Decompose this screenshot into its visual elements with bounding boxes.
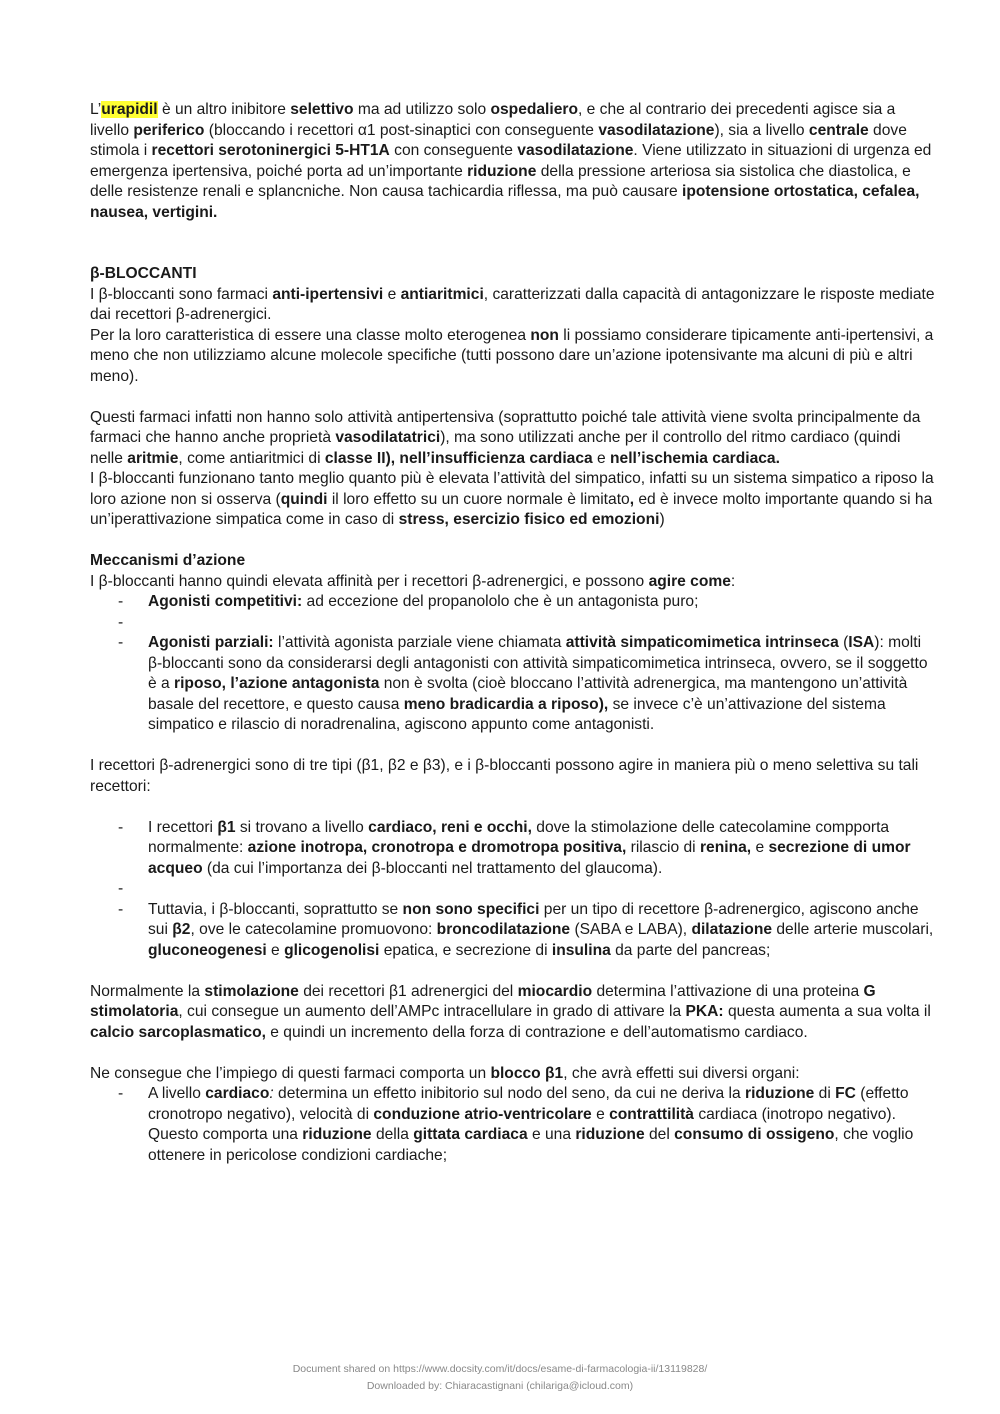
text-run: cardiaca (inotropo negativo). <box>693 1105 896 1123</box>
text-run: Per la loro caratteristica di essere una classe molto eterogenea <box>90 326 531 344</box>
bold-term: FC <box>835 1085 856 1102</box>
bold-term: gluconeogenesi <box>148 941 267 959</box>
bold-term: classe II), nell’insufficienza cardiaca <box>324 449 593 467</box>
text-run: , ove le catecolamine promuovono: <box>190 921 437 938</box>
cardiaco-text <box>148 1085 909 1123</box>
text-run: (effetto cronotropo negativo), velocità di <box>148 1085 909 1123</box>
bold-term: riduzione <box>575 1126 645 1143</box>
bold-term: stimolazione <box>204 982 299 1000</box>
text-run: e una <box>527 1126 576 1143</box>
text-run: ): molti β-bloccanti sono da considerarsi degli antagonisti con attività simpaticomimetica intrinseca, ovvero, se il soggetto è a <box>148 634 928 692</box>
text-run: e <box>592 449 611 467</box>
bold-term: ISA <box>848 634 875 651</box>
bold-term: secrezione di umor acqueo <box>148 839 911 877</box>
text-run: e <box>383 285 401 303</box>
bold-term: conduzione atrio-ventricolare <box>373 1105 592 1123</box>
paragraph-beta-heterogeneous <box>90 326 935 388</box>
bold-term: Agonisti parziali: <box>148 634 274 651</box>
cardiaco-continuation <box>148 1126 913 1164</box>
bold-term: recettori serotoninergici 5-HT1A <box>151 142 390 159</box>
footer-downloaded-by: Downloaded by: Chiaracastignani (chilariga@icloud.com) <box>366 1380 634 1392</box>
bold-term: dilatazione <box>691 921 773 938</box>
text-run: e quindi un incremento della forza di contrazione e dell’automatismo cardiaco. <box>265 1023 808 1041</box>
bold-term: cardiaco, reni e occhi, <box>368 818 532 836</box>
paragraph-receptor-types <box>90 756 935 797</box>
bold-term: periferico <box>133 121 205 139</box>
text-run: il loro effetto su un cuore normale è limitato <box>327 490 630 508</box>
text-run: I β-bloccanti funzionano tanto meglio quanto più è elevata l’attività del simpatico, infatti su un sistema simpatico a riposo la loro azione non si osserva ( <box>90 470 934 508</box>
text-run: ), sia a livello <box>714 121 809 139</box>
bold-term: blocco β1 <box>490 1064 564 1082</box>
text-run: della <box>371 1126 414 1143</box>
list-item-cardiaco <box>90 1084 935 1166</box>
text-run: questa aumenta a sua volta il <box>723 1003 931 1020</box>
paragraph-beta-uses <box>90 408 935 470</box>
bold-term: Agonisti competitivi: <box>148 593 303 610</box>
text-run: Tuttavia, i β-bloccanti, soprattutto se <box>148 900 403 918</box>
text-run: (SABA e LABA), <box>570 921 692 938</box>
list-item-agonisti-competitivi <box>90 592 935 613</box>
bold-term: PKA: <box>685 1003 724 1020</box>
text-run: è un altro inibitore <box>157 101 291 118</box>
text-run: e <box>266 941 285 959</box>
bold-term: β2 <box>172 921 191 938</box>
bold-term: G stimolatoria <box>90 982 876 1020</box>
bold-term: centrale <box>808 121 869 139</box>
heading-beta-bloccanti: β-BLOCCANTI <box>90 265 197 282</box>
text-run: si trovano a livello <box>235 818 369 836</box>
text-run: , come antiaritmici di <box>178 449 325 467</box>
text-run: ( <box>838 634 849 651</box>
text-run: l’attività agonista parziale viene chiamata <box>273 634 566 651</box>
bold-term: non sono specifici <box>402 900 540 918</box>
text-run: I β-bloccanti sono farmaci <box>90 285 273 303</box>
text-run: della pressione arteriosa sia sistolica che diastolica, e delle resistenze renali e splancniche. Non causa tachicardia riflessa, ma può causare <box>90 162 911 200</box>
text-run: per un tipo di recettore β-adrenergico, agiscono anche sui <box>148 900 919 938</box>
text-run: , cui consegue un aumento dell’AMPc intracellulare in grado di attivare la <box>178 1003 686 1020</box>
text-run: ed è invece molto importante quando si ha un’iperattivazione simpatica come in caso di <box>90 490 933 528</box>
text-run: Questo comporta una <box>148 1126 303 1143</box>
bold-term: quindi <box>280 490 328 508</box>
text-run: di <box>814 1085 836 1102</box>
bold-term: broncodilatazione <box>436 921 571 938</box>
bold-term: selettivo <box>290 101 354 118</box>
text-run: rilascio di <box>626 839 700 856</box>
bold-term: insulina <box>551 941 611 959</box>
text-run: dove la stimolazione delle catecolamine compporta normalmente: <box>148 818 890 856</box>
bold-term: agire come <box>648 572 731 590</box>
document-body <box>90 100 935 1166</box>
bold-term: consumo di ossigeno <box>674 1126 835 1143</box>
text-run: : <box>730 572 736 590</box>
bold-term: aritmie <box>127 449 179 467</box>
heading-meccanismi: Meccanismi d’azione <box>90 552 246 569</box>
bold-term: calcio sarcoplasmatico, <box>90 1023 266 1041</box>
effects-list <box>90 1084 935 1166</box>
bold-term: stress, esercizio fisico ed emozioni <box>398 511 660 528</box>
bold-term: miocardio <box>517 982 593 1000</box>
paragraph-urapidil <box>90 100 935 223</box>
text-run: (bloccando i recettori α1 post-sinaptici con conseguente <box>204 121 599 139</box>
text-run: , e che al contrario dei precedenti agisce sia a livello <box>90 101 896 139</box>
paragraph-consequence <box>90 1064 935 1085</box>
text-run: dove stimola i <box>90 121 907 159</box>
text-run: non è svolta (cioè bloccano l’attività adrenergica, ma mantengono un’attività basale del recettore, e questo causa <box>148 675 908 713</box>
bold-term: ospedaliero <box>490 101 578 118</box>
bold-term: vasodilatatrici <box>335 429 441 446</box>
list-spacer <box>90 613 935 634</box>
bold-term: , <box>629 490 635 508</box>
text-run: I recettori <box>148 818 218 836</box>
paragraph-mechanism-intro <box>90 572 935 593</box>
bold-term: riduzione <box>467 162 537 180</box>
bold-term: ipotensione ortostatica, cefalea, nausea, vertigini. <box>90 183 920 221</box>
text-run: ad eccezione del propanololo che è un antagonista puro; <box>302 593 699 610</box>
bold-term: cardiaco <box>205 1085 270 1102</box>
bold-term: glicogenolisi <box>284 941 380 959</box>
text-run: dei recettori β1 adrenergici del <box>298 982 518 1000</box>
text-run: da parte del pancreas; <box>610 941 771 959</box>
bold-term: anti-ipertensivi <box>272 285 384 303</box>
text-run: Questi farmaci infatti non hanno solo attività antipertensiva (soprattutto poiché tale attività viene svolta principalmente da farmaci che hanno anche proprietà <box>90 408 921 446</box>
text-run: con conseguente <box>389 142 518 159</box>
text-run: I recettori β-adrenergici sono di tre tipi (β1, β2 e β3), e i β-bloccanti possono agire in maniera più o meno selettiva su tali recettori: <box>90 757 919 795</box>
text-run: L’ <box>90 101 102 118</box>
italic-text: : <box>269 1085 274 1102</box>
text-run: determina un effetto inibitorio sul nodo del seno, da cui ne deriva la <box>273 1085 746 1102</box>
list-item-agonisti-parziali <box>90 633 935 736</box>
text-run: se invece c’è un’attivazione del sistema simpatico e rilascio di noradrenalina, agiscono appunto come antagonisti. <box>148 695 886 733</box>
text-run: A livello <box>148 1085 206 1102</box>
footer-shared-on: Document shared on https://www.docsity.com/it/docs/esame-di-farmacologia-ii/13119828/ <box>292 1363 708 1375</box>
text-run: epatica, e secrezione di <box>379 941 552 959</box>
bold-term: antiaritmici <box>400 285 484 303</box>
bold-term: azione inotropa, cronotropa e dromotropa positiva, <box>247 839 627 856</box>
text-run: I β-bloccanti hanno quindi elevata affinità per i recettori β-adrenergici, e possono <box>90 572 649 590</box>
text-run: li possiamo considerare tipicamente anti-ipertensivi, a meno che non utilizziamo alcune molecole specifiche (tutti possono dare un’azione ipotensivante ma alcuni di più e altri meno). <box>90 326 934 385</box>
bold-term: non <box>530 326 559 344</box>
bold-term: meno bradicardia a riposo), <box>403 695 609 713</box>
bold-term: β1 <box>217 818 236 836</box>
text-run: ) <box>659 511 665 528</box>
bold-term: riposo, l’azione antagonista <box>174 675 380 692</box>
paragraph-beta-sympathetic <box>90 469 935 531</box>
highlighted-term: urapidil <box>101 101 158 118</box>
text-run: , che avrà effetti sui diversi organi: <box>563 1064 800 1082</box>
bold-term: vasodilatazione <box>517 142 634 159</box>
list-item-beta2 <box>90 900 935 962</box>
list-item-beta1 <box>90 818 935 880</box>
paragraph-beta-intro <box>90 285 935 326</box>
text-run: delle arterie muscolari, <box>772 921 934 938</box>
text-run: e <box>751 839 769 856</box>
bold-term: contrattilità <box>609 1105 694 1123</box>
bold-term: riduzione <box>745 1085 815 1102</box>
bold-term: nell’ischemia cardiaca. <box>610 449 780 467</box>
bold-term: gittata cardiaca <box>413 1126 528 1143</box>
text-run: ), ma sono utilizzati anche per il controllo del ritmo cardiaco (quindi nelle <box>90 429 901 467</box>
bold-term: vasodilatazione <box>598 121 715 139</box>
receptor-list <box>90 818 935 962</box>
bold-term: attività simpaticomimetica intrinseca <box>565 634 839 651</box>
text-run: determina l’attivazione di una proteina <box>592 982 864 1000</box>
mechanism-list <box>90 592 935 736</box>
text-run: Ne consegue che l’impiego di questi farmaci comporta un <box>90 1064 491 1082</box>
bold-term: riduzione <box>302 1126 372 1143</box>
text-run: ma ad utilizzo solo <box>353 101 491 118</box>
text-run: . Viene utilizzato in situazioni di urgenza ed emergenza ipertensiva, poiché porta ad un’importante <box>90 142 932 180</box>
bold-term: renina, <box>699 839 752 856</box>
text-run: del <box>644 1126 675 1143</box>
text-run: e <box>591 1105 610 1123</box>
text-run: , caratterizzati dalla capacità di antagonizzare le risposte mediate dai recettori β-adrenergici. <box>90 285 935 323</box>
text-run: (da cui l’importanza dei β-bloccanti nel trattamento del glaucoma). <box>202 859 663 877</box>
list-spacer <box>90 879 935 900</box>
text-run: Normalmente la <box>90 982 205 1000</box>
text-run: , che voglio ottenere in pericolose condizioni cardiache; <box>148 1126 914 1164</box>
paragraph-stimulation <box>90 982 935 1044</box>
